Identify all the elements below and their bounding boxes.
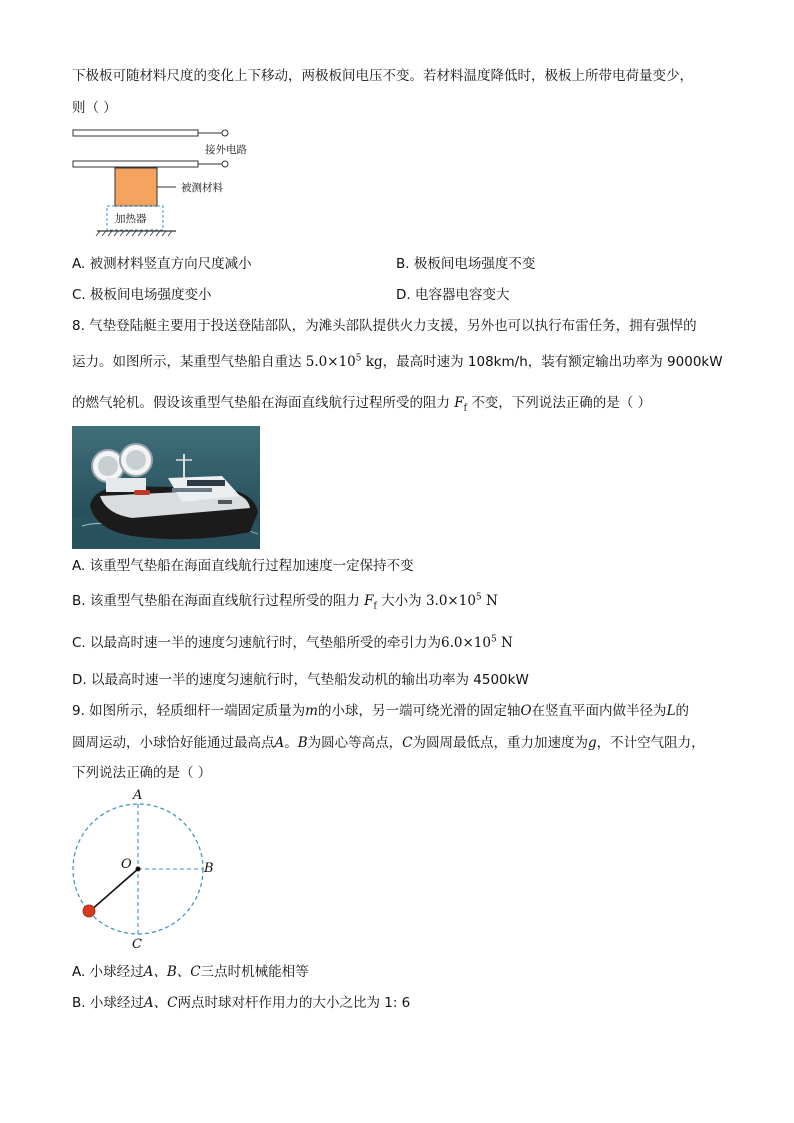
q9-stem-line1: 9. 如图所示，轻质细杆一端固定质量为m的小球，另一端可绕光滑的固定轴O在竖直平面内做半径为L的	[72, 703, 690, 719]
label-material: 被测材料	[181, 182, 223, 194]
figure-label-o: O	[121, 857, 132, 872]
q9-stem-line2: 圆周运动，小球恰好能通过最高点A。B为圆心等高点，C为圆周最低点，重力加速度为g，不计空气阻力，	[72, 735, 705, 751]
q8-stem-line3: 的燃气轮机。假设该重型气垫船在海面直线航行过程所受的阻力 $F_f$ 不变，下列说法正确的是（ ）	[72, 395, 652, 414]
q8-option-a: A. 该重型气垫船在海面直线航行过程加速度一定保持不变	[72, 558, 414, 574]
q8-stem-line1: 8. 气垫登陆艇主要用于投送登陆部队，为滩头部队提供火力支援，另外也可以执行布雷任务，拥有强悍的	[72, 318, 697, 334]
q8-option-c: C. 以最高时速一半的速度匀速航行时，气垫船所受的牵引力为$6.0\times 10^5$ N	[72, 634, 513, 651]
q7-option-a: A. 被测材料竖直方向尺度减小	[72, 256, 252, 272]
figure-label-c: C	[132, 937, 142, 952]
hovercraft-photo	[72, 426, 260, 549]
q7-option-c: C. 极板间电场强度变小	[72, 287, 212, 303]
figure-label-b: B	[204, 861, 214, 876]
q8-option-b: B. 该重型气垫船在海面直线航行过程所受的阻力 $F_f$ 大小为 $3.0\times 10^5$ N	[72, 592, 498, 612]
figure-label-a: A	[133, 788, 143, 803]
circular-motion-figure	[72, 785, 222, 955]
q7-stem-line2: 则（ ）	[72, 100, 117, 116]
q9-stem-line3: 下列说法正确的是（ ）	[72, 765, 212, 781]
q7-stem-line1: 下极板可随材料尺度的变化上下移动，两极板间电压不变。若材料温度降低时，极板上所带电荷量变少，	[72, 68, 693, 84]
q8-stem-line2: 运力。如图所示，某重型气垫船自重达 $5.0\times 10^5$ kg，最高时速为 108km/h，装有额定输出功率为 9000kW	[72, 353, 723, 370]
label-external-circuit: 接外电路	[205, 144, 247, 156]
q9-option-a: A. 小球经过A、B、C三点时机械能相等	[72, 964, 309, 980]
q7-option-d: D. 电容器电容变大	[396, 287, 510, 303]
q7-option-b: B. 极板间电场强度不变	[396, 256, 536, 272]
q9-option-b: B. 小球经过A、C两点时球对杆作用力的大小之比为 1: 6	[72, 995, 411, 1011]
q8-option-d: D. 以最高时速一半的速度匀速航行时，气垫船发动机的输出功率为 4500kW	[72, 672, 529, 688]
label-heater: 加热器	[115, 213, 147, 225]
